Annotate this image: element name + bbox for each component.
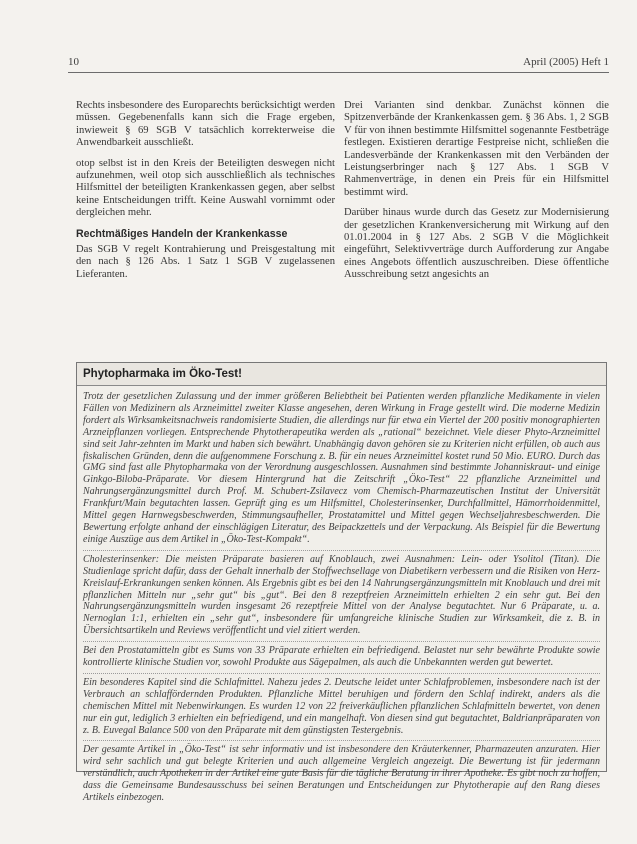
left-paragraph-2: otop selbst ist in den Kreis der Beteiligten deswegen nicht aufzunehmen, weil otop sich ausschließlich als technisches Hilfsmittel der beteiligten Krankenkassen gegen, aber selbst keine Entscheidungen trifft. Keine Auswahl vornimmt oder dergleichen mehr. <box>76 157 335 219</box>
page-header <box>68 56 609 72</box>
right-paragraph-1: Drei Varianten sind denkbar. Zunächst können die Spitzenverbände der Krankenkassen gem. § 36 Abs. 1, 2 SGB V für von ihnen bestimmte Hilfsmittel sogenannte Festbeträge festlegen. Existieren derartige Festpreise nicht, schließen die Landesverbände der Krankenkassen mit den Verbänden der Leistungserbringer nach § 127 Abs. 1 SGB V Rahmenverträge, in denen ein Preis für ein Hilfsmittel bestimmt wird. <box>344 100 609 198</box>
info-box <box>76 362 607 804</box>
section-heading: Rechtmäßiges Handeln der Krankenkasse <box>76 227 288 240</box>
page-number: 10 <box>68 56 79 68</box>
box-paragraph-1: Trotz der gesetzlichen Zulassung und der immer größeren Beliebtheit bei Patienten werden pflanzliche Medikamente in vielen Fällen von Medizinern als Arzneimittel zweiter Klasse angesehen, deren Wirkung in Frage gestellt wird. Die moderne Medizin fordert als Wirksamkeitsnachweis randomisierte Studien, die allerdings nur für etwa ein Viertel der 200 positiv monographierten Arzneipflanzen vorliegen. Entsprechende Phytotherapeutika werden als „rational“ bezeichnet. Viele dieser Phyto-Arzneimittel sind seit Jahr-zehnten im Markt und haben sich bewährt. Unabhängig davon gehören sie zu Kriterien nicht erfüllen, ob auch aus fiskalischen Gründen, denn die aufgenommene Forschung z. B. für ein neues Arzneimittel kostet rund 50 Mio. EURO. Durch das GMG sind fast alle Phytopharmaka von der Verordnung ausgeschlossen. Ausnahmen sind bestimmte Johanniskraut- und einige Ginkgo-Biloba-Präparate. Vor diesem Hintergrund hat die Zeitschrift „Öko-Test“ 22 pflanzliche Arzneimittel und Nahrungsergänzungsmittel durch Prof. M. Schubert-Zsilavecz vom Chemisch-Pharmazeutischen Institut der Universität Frankfurt/Main begutachten lassen. Geprüft ging es um Hilfsmittel, Cholesterinsenker, Durchfallmittel, Hämorrhoidenmittel, Mittel gegen Harnwegsbeschwerden, Stimmungsaufheller, Prostatamittel und Mittel gegen Wechseljahresbeschwerden. Die Bewertung erfolgte anhand der einschlägigen Literatur, des Beipackzettels und der Verpackung. Als Beispiel für die Bewertung einige Auszüge aus dem Artikel in „Öko-Test-Kompakt“. <box>83 391 600 545</box>
info-box-body <box>77 386 606 812</box>
box-paragraph-3: Bei den Prostatamitteln gibt es Sums von 33 Präparate erhielten ein befriedigend. Belastet nur sehr bewährte Produkte sowie kontrollierte klinische Studien vor, sowohl Produkte aus Sägepalmen, als auch die Unbekannten werden gut bewertet. <box>83 641 600 669</box>
left-paragraph-3: Das SGB V regelt Kontrahierung und Preisgestaltung mit den nach § 126 Abs. 1 Satz 1 SGB V zugelassenen Lieferanten. <box>76 244 335 280</box>
header-rule <box>68 72 609 73</box>
right-paragraph-2: Darüber hinaus wurde durch das Gesetz zur Modernisierung der gesetzlichen Krankenversicherung mit Wirkung auf den 01.01.2004 in § 127 Abs. 2 SGB V die Möglichkeit eingeführt, Selektivverträge durch Aufforderung zur Angabe eines Angebots öffentlich auszuschreiben. Diese öffentliche Ausschreibung setzt angesichts an <box>344 207 609 281</box>
info-box-title: Phytopharmaka im Öko-Test! <box>77 363 606 386</box>
box-paragraph-2: Cholesterinsenker: Die meisten Präparate basieren auf Knoblauch, zwei Ausnahmen: Lein- oder Ysolitol (Titan). Die Studienlage spricht dafür, dass der Gehalt innerhalb der Stoffwechsellage von Diabetikern verbessern und die Risiken von Herz-Kreislauf-Erkrankungen senken können. Als Ergebnis gibt es bei den 14 Nahrungsergänzungsmitteln mit Knoblauch und drei mit pflanzlichen Mitteln nur „sehr gut“ bis „gut“. Bei den 8 rezeptfreien Arzneimitteln erhielten 2 ein sehr gut. Bei den Nahrungsergänzungsmitteln wurden insgesamt 26 rezeptfreie Mittel von der Analyse begutachtet. Nur 6 Präparate, u. a. Nernoglan 1:1, erhielten ein „sehr gut“, insbesondere für umfangreiche klinische Studien zur Wirksamkeit, die z. B. in Übersichtsartikeln und Reviews veröffentlicht und viel zitiert werden. <box>83 550 600 637</box>
box-paragraph-4: Ein besonderes Kapitel sind die Schlafmittel. Nahezu jedes 2. Deutsche leidet unter Schlafproblemen, insbesondere nach ist der Verbrauch an schlaffördernden Produkten. Pflanzliche Mittel beruhigen und fördern den Schlaf indirekt, anders als die chemischen Mittel mit Nebenwirkungen. Es wurden 12 von 22 freiverkäuflichen pflanzlichen Schlafmitteln bewertet, von denen nur ein gut, lediglich 3 erhielten ein befriedigend, und ein mangelhaft. Von diesen sind gut begutachtet, Baldrianpräparaten von z. B. Euvegal Balance 500 von den Präparate mit dem günstigsten Testergebnis. <box>83 673 600 737</box>
box-paragraph-5: Der gesamte Artikel in „Öko-Test“ ist sehr informativ und ist insbesondere den Kräuterkenner, Pharmazeuten anzuraten. Hier wird sehr sachlich und gut belegte Kriterien und auch allgemeine Vergleich angezeigt. Die Bewertung ist für jedermann verständlich, auch Apotheken in der Artikel eine gute Basis für die tägliche Beratung in ihrer Apotheke. Es gibt noch zu hoffen, dass die Gemeinsame Bundesausschuss bei seinen Beratungen und Entscheidungen zur Phytotherapie auf den Rang dieses Artikels einbezogen. <box>83 740 600 804</box>
left-column <box>76 100 335 289</box>
issue-info: April (2005) Heft 1 <box>523 56 609 68</box>
left-paragraph-1: Rechts insbesondere des Europarechts berücksichtigt werden müssen. Gegebenenfalls kann sich die Frage ergeben, inwieweit § 69 SGB V tatsächlich korrekterweise die Anwendbarkeit ausschließt. <box>76 100 335 149</box>
right-column <box>344 100 609 290</box>
